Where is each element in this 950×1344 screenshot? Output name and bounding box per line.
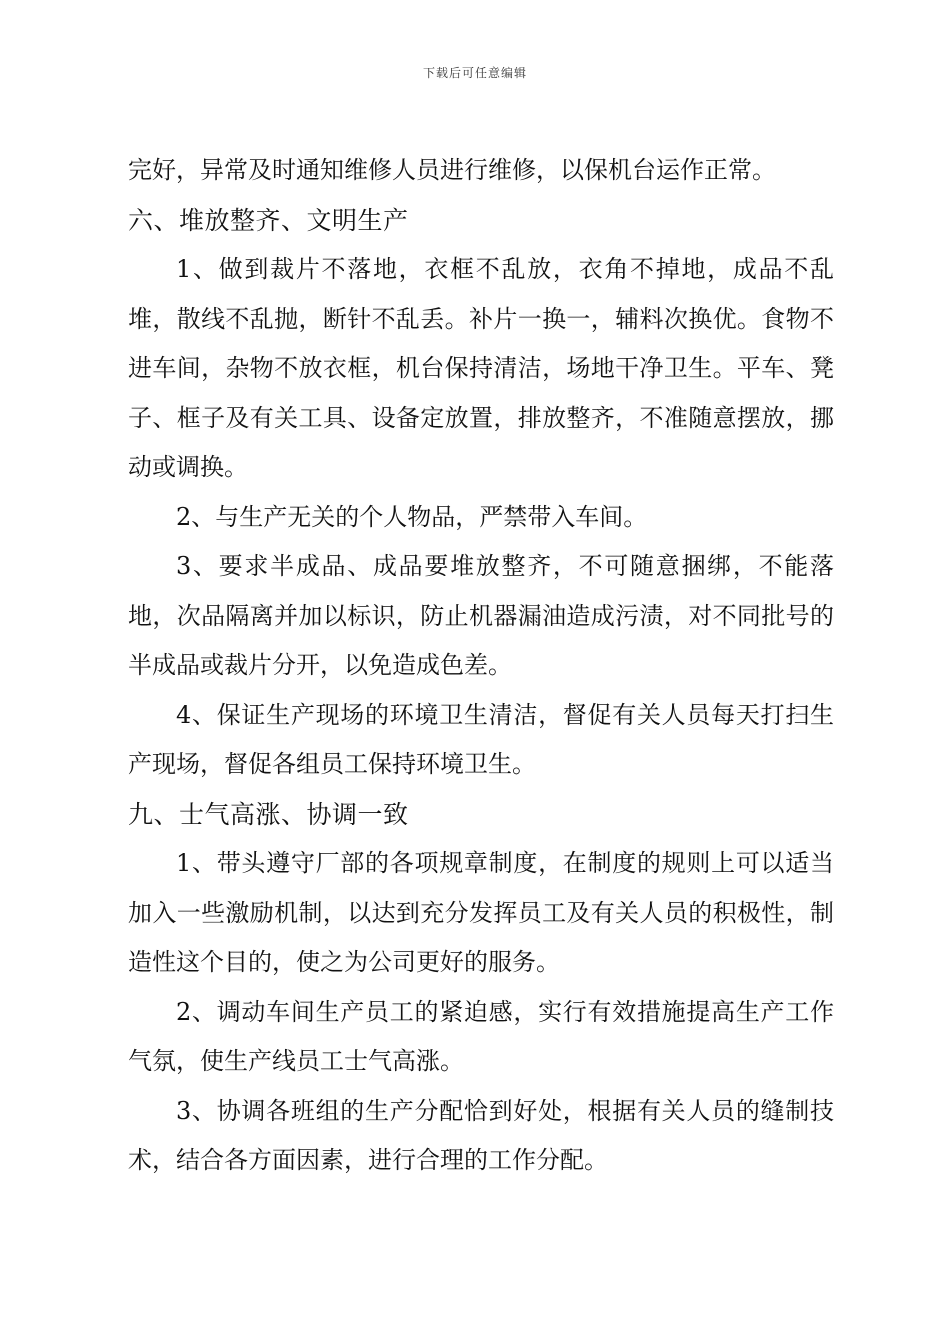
section-6-item-4: 4、保证生产现场的环境卫生清洁，督促有关人员每天打扫生产现场，督促各组员工保持环境卫生。 [128, 700, 834, 778]
page-header: 下载后可任意编辑 [422, 66, 527, 80]
section-6-item-2: 2、与生产无关的个人物品，严禁带入车间。 [176, 502, 648, 531]
section-6-item-3: 3、要求半成品、成品要堆放整齐，不可随意捆绑，不能落地，次品隔离并加以标识，防止机器漏油造成污渍，对不同批号的半成品或裁片分开，以免造成色差。 [128, 552, 834, 679]
section-9-item-2: 2、调动车间生产员工的紧迫感，实行有效措施提高生产工作气氛，使生产线员工士气高涨。 [128, 997, 834, 1075]
document-body [128, 146, 834, 1186]
section-heading-9: 九、士气高涨、协调一致 [128, 799, 409, 829]
section-9-item-3: 3、协调各班组的生产分配恰到好处，根据有关人员的缝制技术，结合各方面因素，进行合理的工作分配。 [128, 1096, 834, 1174]
section-heading-6: 六、堆放整齐、文明生产 [128, 205, 409, 235]
continued-paragraph: 完好，异常及时通知维修人员进行维修，以保机台运作正常。 [128, 156, 776, 184]
section-9-item-1: 1、带头遵守厂部的各项规章制度，在制度的规则上可以适当加入一些激励机制，以达到充分发挥员工及有关人员的积极性，制造性这个目的，使之为公司更好的服务。 [128, 849, 834, 976]
section-6-item-1: 1、做到裁片不落地，衣框不乱放，衣角不掉地，成品不乱堆，散线不乱抛，断针不乱丢。补片一换一，辅料次换优。食物不进车间，杂物不放衣框，机台保持清洁，场地干净卫生。平车、凳子、框子及有关工具、设备定放置，排放整齐，不准随意摆放，挪动或调换。 [128, 255, 834, 481]
